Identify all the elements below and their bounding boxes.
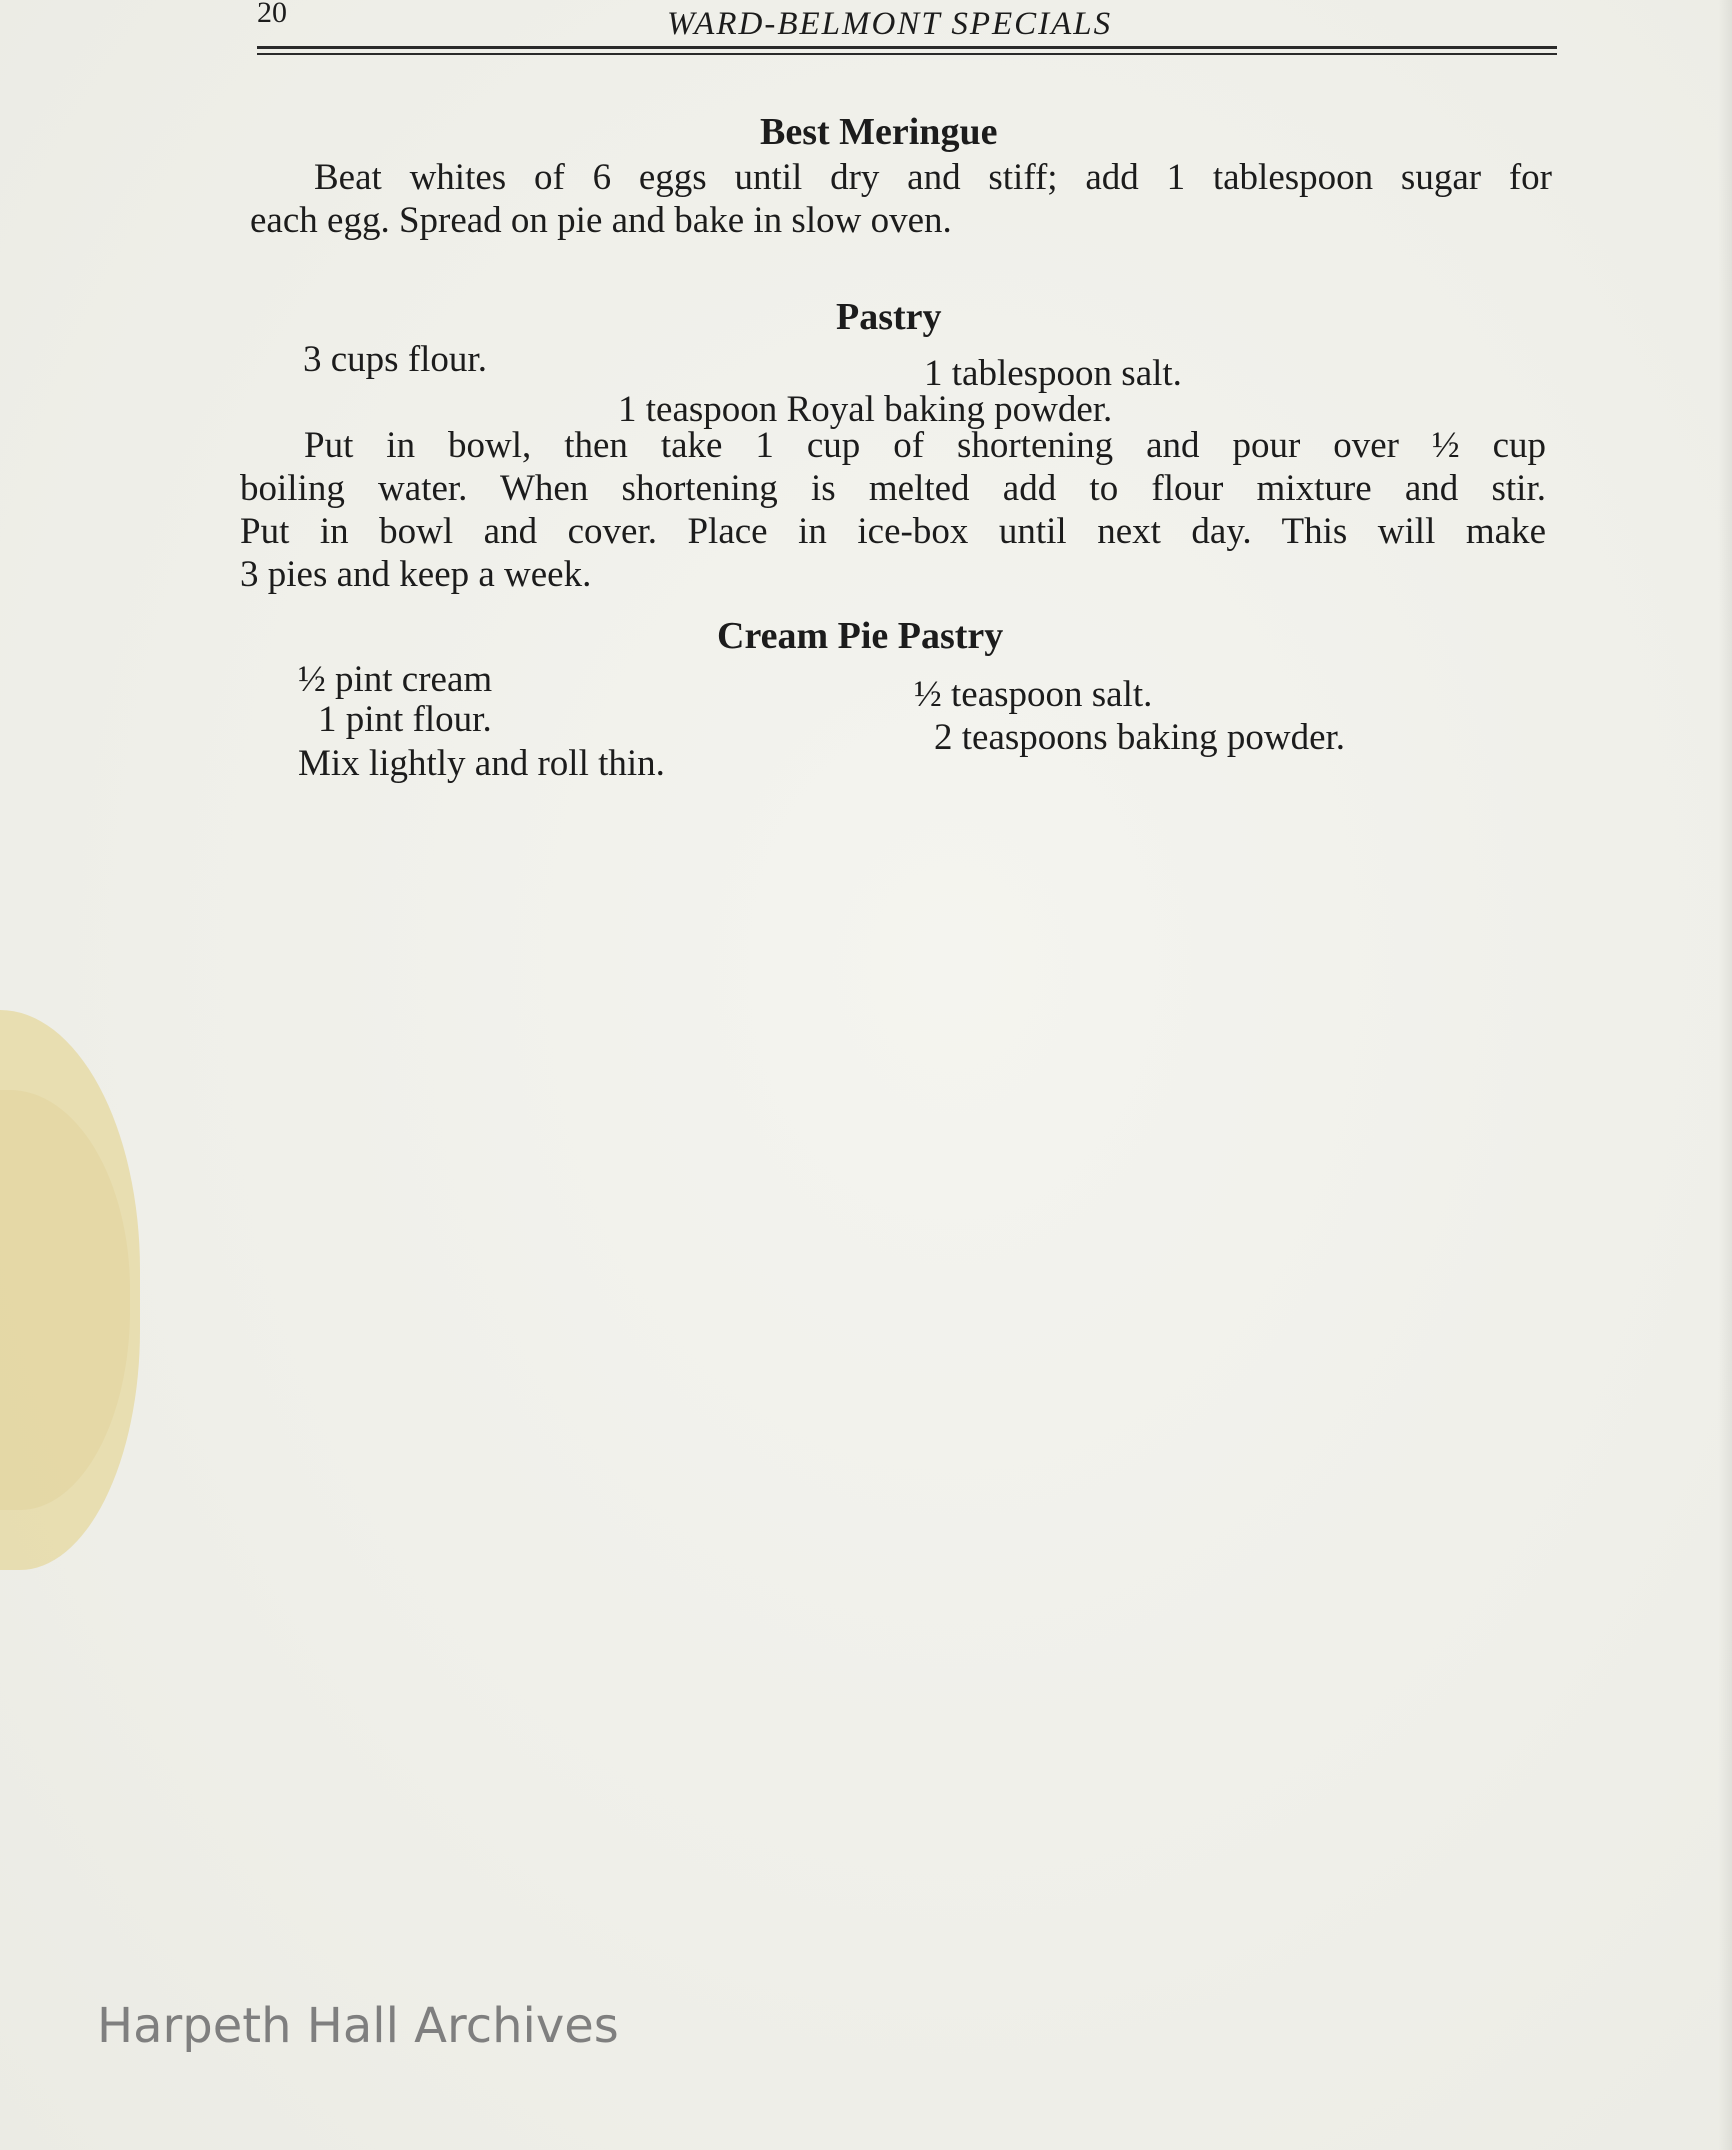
ingredient-salt: 1 tablespoon salt. — [924, 353, 1182, 394]
recipe-body-meringue — [250, 156, 1552, 242]
header-rule-thick — [257, 46, 1557, 49]
recipe-body-pastry — [240, 424, 1546, 596]
page-header — [257, 0, 1557, 80]
text-line: each egg. Spread on pie and bake in slow oven. — [250, 200, 952, 241]
text-line: 3 pies and keep a week. — [240, 554, 592, 595]
recipe-title-pastry: Pastry — [836, 296, 942, 338]
text-line: Put in bowl, then take 1 cup of shortening and pour over ½ cup — [304, 425, 1546, 466]
recipe-instruction: Mix lightly and roll thin. — [298, 743, 665, 784]
ingredient-flour: 3 cups flour. — [303, 339, 487, 380]
text-line: Beat whites of 6 eggs until dry and stiff; add 1 tablespoon sugar for — [314, 157, 1552, 198]
text-line: Put in bowl and cover. Place in ice-box until next day. This will make — [240, 511, 1546, 552]
ingredient-salt: ½ teaspoon salt. — [914, 674, 1153, 715]
page-edge-shadow — [1718, 0, 1732, 2150]
recipe-title-cream-pie: Cream Pie Pastry — [717, 615, 1004, 657]
recipe-title-meringue: Best Meringue — [760, 111, 998, 153]
archive-watermark: Harpeth Hall Archives — [97, 1998, 619, 2054]
page-number: 20 — [257, 0, 287, 29]
header-rule-thin — [257, 53, 1557, 55]
ingredient-baking-powder: 2 teaspoons baking powder. — [934, 717, 1346, 758]
text-line: boiling water. When shortening is melted add to flour mixture and stir. — [240, 468, 1546, 509]
running-title: WARD-BELMONT SPECIALS — [667, 6, 1113, 42]
ingredient-flour: 1 pint flour. — [318, 699, 492, 740]
ingredient-cream: ½ pint cream — [298, 659, 493, 700]
ingredient-baking-powder: 1 teaspoon Royal baking powder. — [618, 389, 1113, 430]
